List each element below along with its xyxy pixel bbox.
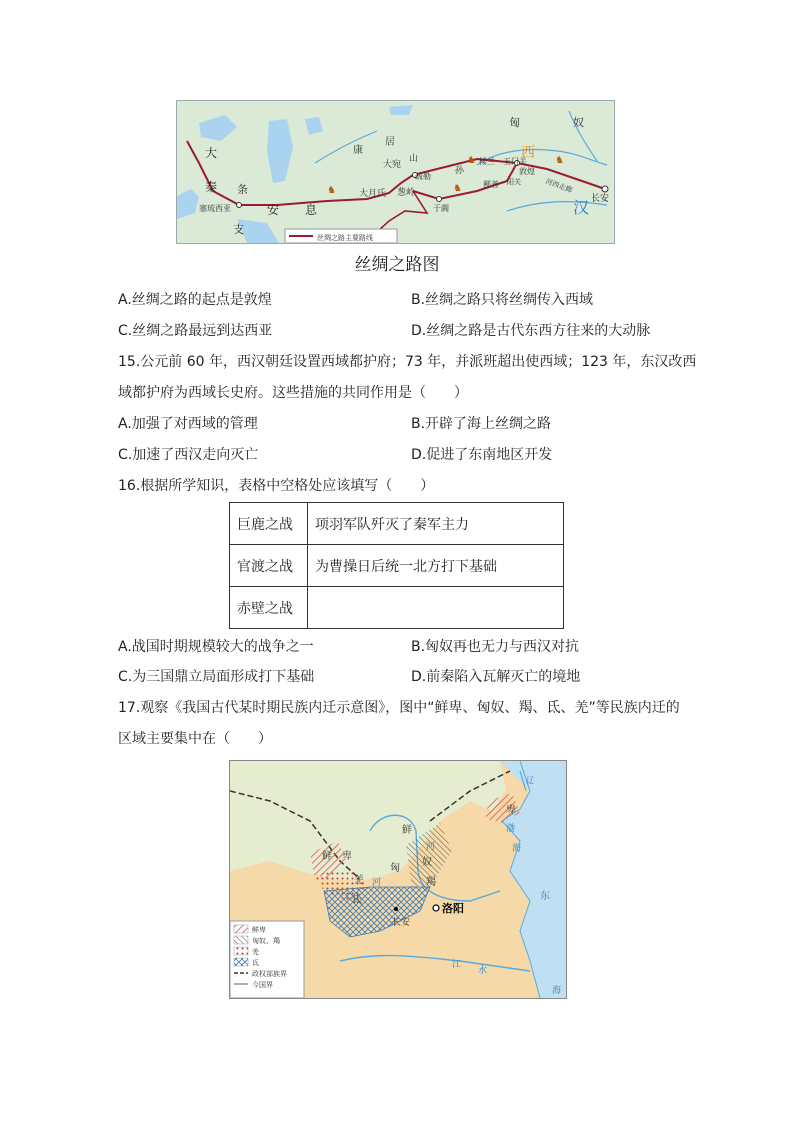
table-row: [230, 545, 564, 587]
legend-label-xiongnu-jie: 匈奴、羯: [252, 937, 280, 945]
label-dayuezhi: 大月氏: [359, 189, 387, 199]
label-dong: 东: [540, 891, 550, 902]
label-wusun: 孙: [455, 166, 465, 176]
label-dawan: 大宛: [383, 160, 402, 170]
label-tiaozhi: 条: [237, 183, 248, 196]
legend-swatch-xiongnu-jie: [234, 936, 248, 944]
label-nu: 奴: [422, 857, 432, 868]
figure-caption: 丝绸之路图: [354, 255, 440, 275]
label-changan: 长安: [392, 918, 411, 928]
label-dunhuang: 敦煌: [519, 167, 535, 176]
q14-option-d: D.丝绸之路是古代东西方往来的大动脉: [411, 323, 651, 339]
label-kangju-2: 居: [385, 137, 395, 148]
river-1: [315, 131, 377, 163]
q16-option-a: A.战国时期规模较大的战争之一: [118, 639, 314, 655]
river-2: [477, 150, 607, 165]
table-row: [230, 503, 564, 545]
label-loulan: 楼兰: [479, 157, 495, 166]
legend-swatch-qiang: [234, 947, 248, 955]
label-xiongnu-1: 匈: [509, 116, 520, 129]
label-qiang: 羌: [354, 875, 364, 886]
label-bo: 渤: [506, 824, 516, 834]
legend-label-solid: 今国界: [252, 981, 273, 989]
city-changan: [394, 907, 398, 911]
label-xiong: 匈: [390, 863, 400, 874]
q16-stem: 16.根据所学知识，表格中空格处应该填写（ ）: [118, 478, 435, 494]
label-shulei: 疏勒: [415, 172, 431, 181]
north-lake: [389, 105, 413, 115]
mediterranean-sea: [177, 189, 199, 219]
route-north: [187, 141, 605, 205]
q16-option-c: C.为三国鼎立局面形成打下基础: [118, 669, 315, 685]
label-shan: 山: [409, 154, 419, 164]
label-zhi: 支: [233, 223, 244, 236]
label-yangguan: 阳关: [507, 178, 521, 186]
legend-swatch-xianbei: [234, 925, 248, 933]
silk-road-map-svg: [177, 101, 614, 243]
label-saileucia: 塞琉西亚: [199, 204, 231, 213]
q16-option-d: D.前秦陷入瓦解灭亡的境地: [411, 669, 581, 685]
label-liao: 辽: [526, 776, 534, 785]
silk-road-map: [176, 100, 615, 244]
q15-option-a: A.加强了对西域的管理: [118, 416, 258, 432]
city-yutian: [437, 197, 442, 202]
label-yutian: 于阗: [433, 204, 449, 213]
city-luoyang: [433, 905, 439, 911]
label-daqin-1: 大: [205, 146, 218, 160]
q17-stem-line2: 区域主要集中在（ ）: [118, 731, 272, 747]
table-cell-battle: 赤壁之战: [230, 587, 308, 629]
table-cell-result: 为曹操日后统一北方打下基础: [308, 545, 564, 587]
legend-label: 丝绸之路主要路线: [317, 234, 373, 242]
city-changan: [602, 186, 608, 192]
northern-region: [230, 761, 506, 881]
label-shui: 水: [478, 966, 488, 976]
label-congling: 葱岭: [397, 188, 416, 198]
table-cell-battle: 巨鹿之战: [230, 503, 308, 545]
label-he-2: 河: [372, 878, 382, 888]
label-bei-1: 卑: [506, 805, 516, 816]
migration-map: [229, 760, 567, 999]
aral-sea: [305, 117, 323, 135]
di-area: [324, 887, 430, 937]
q14-option-c: C.丝绸之路最远到达西亚: [118, 323, 273, 339]
caspian-sea: [267, 119, 293, 183]
black-sea: [199, 115, 237, 141]
legend-label-xianbei: 鲜卑: [252, 926, 266, 934]
yangtze-river: [340, 956, 530, 971]
label-di: 氐: [352, 895, 362, 906]
label-hai-2: 海: [552, 986, 562, 996]
q14-option-b: B.丝绸之路只将丝绸传入西域: [411, 292, 594, 308]
label-xian-1: 鲜: [402, 825, 412, 836]
table-row: [230, 587, 564, 629]
legend-label-dash: 政权部族界: [252, 970, 287, 978]
camel-icon: ♞: [453, 183, 462, 194]
migration-map-svg: [230, 761, 566, 998]
label-jiang: 江: [452, 960, 462, 970]
label-xiongnu-2: 奴: [573, 116, 584, 129]
camel-icon: ♞: [555, 155, 564, 166]
label-he-1: 河: [426, 842, 436, 852]
legend-swatch-di: [234, 958, 248, 966]
label-anxi-2: 息: [305, 203, 318, 217]
label-daqin-2: 秦: [205, 180, 218, 194]
legend-label-qiang: 羌: [252, 948, 259, 956]
q17-stem-line1: 17.观察《我国古代某时期民族内迁示意图》，图中“鲜卑、匈奴、羯、氐、羌”等民族内迁的: [118, 700, 680, 716]
table-cell-result: 项羽军队歼灭了秦军主力: [308, 503, 564, 545]
label-shanshan: 鄯善: [483, 180, 499, 189]
q15-stem-line1: 15.公元前 60 年，西汉朝廷设置西域都护府；73 年，并派班超出使西域；123 年，东汉改西: [118, 354, 697, 370]
label-kangju-1: 康: [353, 145, 363, 156]
q14-option-a: A.丝绸之路的起点是敦煌: [118, 292, 272, 308]
q15-stem-line2: 域都护府为西域长史府。这些措施的共同作用是（ ）: [118, 385, 468, 401]
label-xian-2: 鲜: [322, 851, 332, 862]
q15-option-d: D.促进了东南地区开发: [411, 447, 553, 463]
route-south: [413, 163, 517, 199]
label-bei-2: 卑: [342, 851, 352, 862]
table-cell-result-blank: [308, 587, 564, 629]
label-jie: 羯: [426, 877, 436, 888]
city-seleucia: [237, 203, 242, 208]
label-hai-1: 海: [512, 844, 522, 854]
q15-option-b: B.开辟了海上丝绸之路: [411, 416, 552, 432]
legend-label-di: 氐: [252, 959, 259, 967]
label-xi: 西: [521, 145, 535, 161]
label-changan: 长安: [591, 194, 610, 204]
label-hexi: 河西走廊: [544, 177, 574, 195]
q15-option-c: C.加速了西汉走向灭亡: [118, 447, 259, 463]
camel-icon: ♞: [467, 155, 476, 166]
camel-icon: ♞: [327, 185, 336, 196]
label-luoyang: 洛阳: [442, 902, 464, 915]
battle-table: [229, 502, 564, 629]
q16-option-b: B.匈奴再也无力与西汉对抗: [411, 639, 580, 655]
label-han: 汉: [573, 198, 590, 217]
label-yumenguan: 玉门关: [503, 157, 527, 166]
table-cell-battle: 官渡之战: [230, 545, 308, 587]
label-anxi-1: 安: [267, 203, 280, 217]
